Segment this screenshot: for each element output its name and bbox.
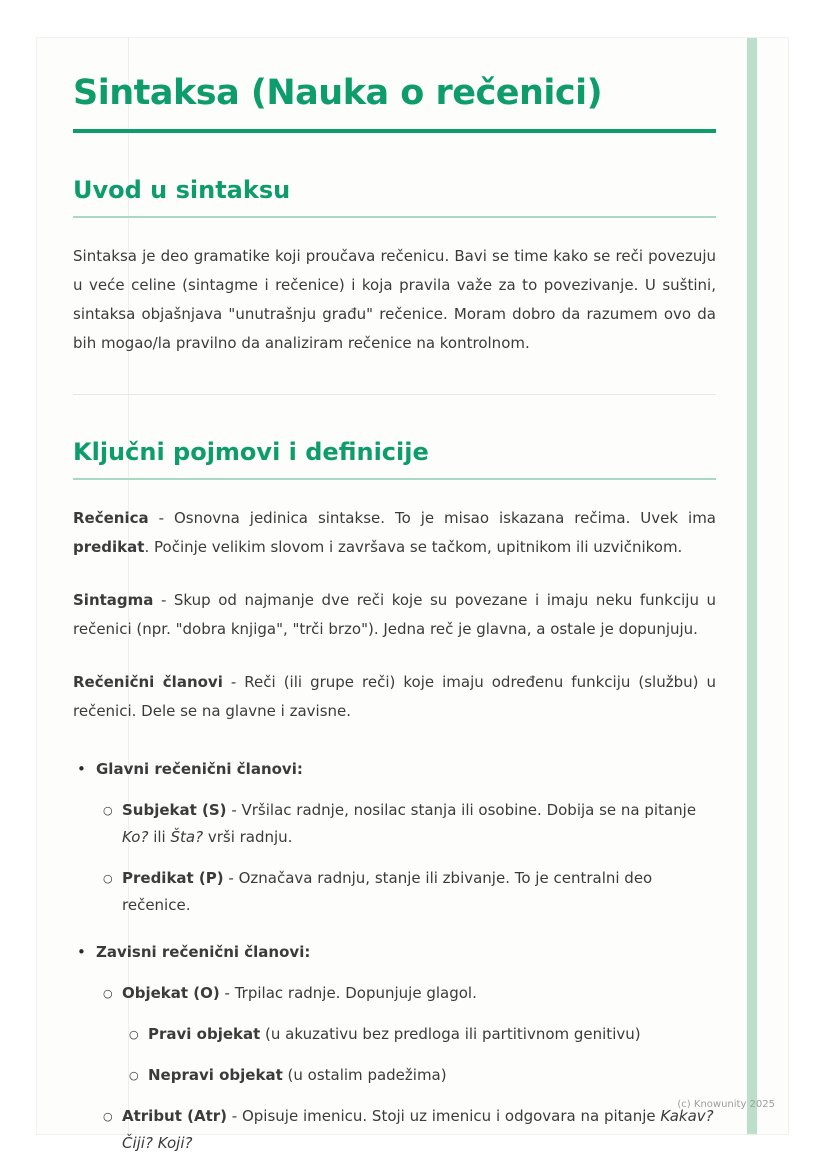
- section-heading-pojmovi: Ključni pojmovi i definicije: [73, 437, 716, 480]
- list-item-objekat: [103, 980, 716, 1007]
- list-item-nepravi-objekat: [129, 1062, 716, 1089]
- list-item-text: Subjekat (S) - Vršilac radnje, nosilac stanja ili osobine. Dobija se na pitanje Ko? ili Šta? vrši radnju.: [122, 801, 697, 846]
- bullet-circle-icon: ○: [103, 872, 113, 885]
- bullet-disc-icon: •: [77, 943, 86, 961]
- list-item-subjekat: [103, 797, 716, 851]
- paragraph-intro: Sintaksa je deo gramatike koji proučava rečenicu. Bavi se time kako se reči povezuju u veće celine (sintagme i rečenice) i koja pravila važe za to povezivanje. U suštini, sintaksa objašnjava "unutrašnju građu" rečenice. Moram dobro da razumem ovo da bih mogao/la pravilno da analiziram rečenice na kontrolnom.: [73, 247, 716, 352]
- section-divider: [73, 394, 716, 395]
- copyright-note: (c) Knowunity 2025: [677, 1099, 775, 1110]
- list-item-zavisni: [77, 939, 716, 966]
- list-item-glavni: [77, 756, 716, 783]
- title-rule: [73, 129, 716, 133]
- list-item-text: Nepravi objekat (u ostalim padežima): [148, 1066, 447, 1084]
- list-item-text: Zavisni rečenični članovi:: [96, 943, 311, 961]
- page-title: Sintaksa (Nauka o rečenici): [73, 73, 603, 113]
- list-item-text: Objekat (O) - Trpilac radnje. Dopunjuje glagol.: [122, 984, 477, 1002]
- page-content: [37, 38, 788, 1157]
- list-item-atribut: [103, 1103, 716, 1157]
- bullet-disc-icon: •: [77, 760, 86, 778]
- list-item-pravi-objekat: [129, 1021, 716, 1048]
- definition-list: [73, 756, 716, 1157]
- section-heading-uvod: Uvod u sintaksu: [73, 175, 716, 218]
- list-item-text: Glavni rečenični članovi:: [96, 760, 303, 778]
- document-page: [36, 37, 789, 1152]
- list-item-text: Pravi objekat (u akuzativu bez predloga ili partitivnom genitivu): [148, 1025, 641, 1043]
- bullet-circle-icon: ○: [103, 804, 113, 817]
- list-item-text: Atribut (Atr) - Opisuje imenicu. Stoji uz imenicu i odgovara na pitanje Kakav? Čiji? Koji?: [122, 1107, 714, 1152]
- bullet-circle-icon: ○: [103, 1110, 113, 1123]
- list-item-text: Predikat (P) - Označava radnju, stanje ili zbivanje. To je centralni deo rečenice.: [122, 869, 653, 914]
- paragraph-recenica: Rečenica - Osnovna jedinica sintakse. To je misao iskazana rečima. Uvek ima predikat. Počinje velikim slovom i završava se tačkom, upitnikom ili uzvičnikom.: [73, 509, 716, 556]
- paragraph-recenicni-clanovi: Rečenični članovi - Reči (ili grupe reči) koje imaju određenu funkciju (službu) u rečenici. Dele se na glavne i zavisne.: [73, 673, 716, 720]
- bullet-circle-icon: ○: [129, 1069, 139, 1082]
- list-item-predikat: [103, 865, 716, 919]
- paragraph-sintagma: Sintagma - Skup od najmanje dve reči koje su povezane i imaju neku funkciju u rečenici (npr. "dobra knjiga", "trči brzo"). Jedna reč je glavna, a ostale je dopunjuju.: [73, 591, 716, 638]
- bullet-circle-icon: ○: [129, 1028, 139, 1041]
- bullet-circle-icon: ○: [103, 987, 113, 1000]
